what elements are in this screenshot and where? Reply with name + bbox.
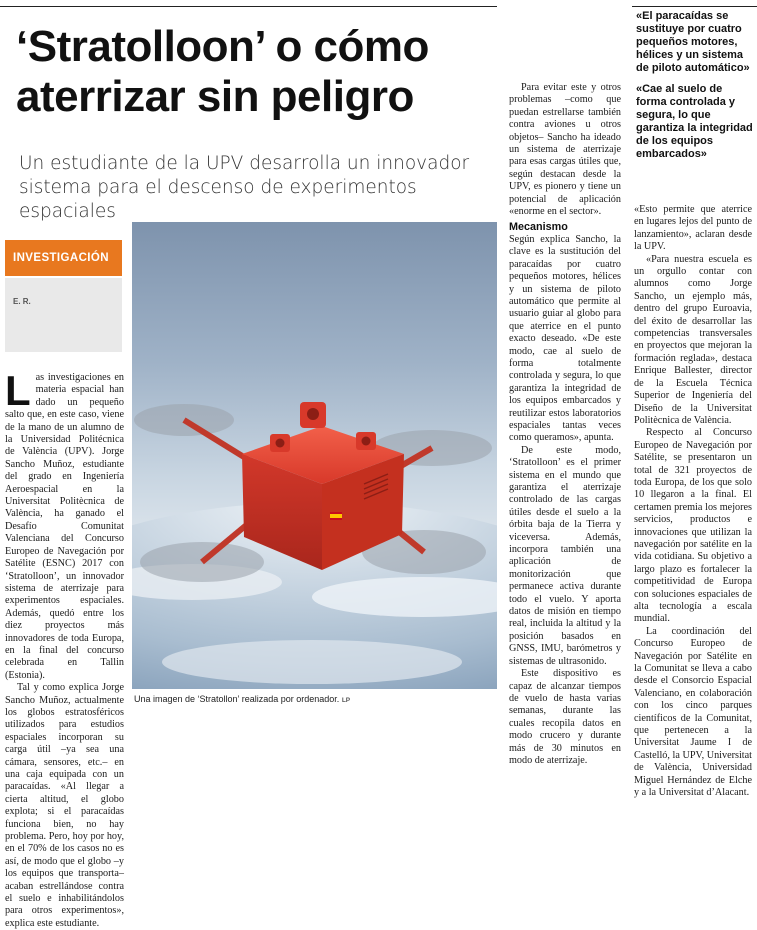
body-paragraph: Respecto al Concurso Europeo de Navegación por Satélite, se presentaron un total de 321 proyectos de toda Europa, de los que solo 10 llegaron a la final. El certamen premia los mejores servicios, productos e innovaciones que utilizan la navegación por satélite en la vida cotidiana. Su objetivo a largo plazo es fortalecer la competitividad de Europa con soluciones espaciales de alta tecnología a escala mundial. <box>634 427 752 625</box>
body-paragraph: Este dispositivo es capaz de alcanzar tiempos de vuelo de hasta varias semanas, durante las cuales recopila datos en modo crucero y durante más de 30 minutos en modo de aterrizaje. <box>509 668 621 766</box>
body-paragraph: Para evitar este y otros problemas –como que puedan estrellarse también contra aviones u otros objetos– Sancho ha ideado un sistema de aterrizaje para esas cargas útiles que, según destacan desde la UPV, es pionero y tiene un potencial de aplicación «enorme en el sector». <box>509 82 621 218</box>
body-paragraph: Tal y como explica Jorge Sancho Muñoz, actualmente los globos estratosféricos utilizados para estudios espaciales incorporan su carga útil –ya sea una cámara, sensores, etc.– en una caja equipada con un paracaídas. «Al llegar a cierta altitud, el globo explota; si el paracaídas funciona bien, no hay problema. Pero, hoy por hoy, en el 70% de los casos no es así, de modo que el globo –y los equipos que transporta– acaban estrellándose contra el suelo e inhabilitándolos para otros experimentos», explica este estudiante. <box>5 682 124 929</box>
photo-caption <box>134 694 499 704</box>
drop-cap: L <box>5 367 31 414</box>
body-paragraph: «Esto permite que aterrice en lugares lejos del punto de lanzamiento», aclaran desde la UPV. <box>634 204 752 253</box>
stratolloon-render <box>132 222 497 689</box>
top-rule <box>0 6 497 7</box>
mecanismo-heading: Mecanismo <box>509 221 568 234</box>
subheadline: Un estudiante de la UPV desarrolla un innovador sistema para el descenso de experimentos espaciales <box>19 153 470 222</box>
pull-quote: «El paracaídas se sustituye por cuatro pequeños motores, hélices y un sistema de piloto automático» <box>636 10 750 74</box>
headline: ‘Stratolloon’ o cómo aterrizar sin peligro <box>16 22 429 121</box>
body-paragraph: Según explica Sancho, la clave es la sustitución del paracaídas por cuatro pequeños motores, hélices y un sistema de piloto automático que permite al usuario guiar al globo para que aterrice en el punto exacto deseado. «De este modo, cae al suelo de forma totalmente controlada y segura, lo que garantiza la integridad de los equipos embarcados y reutilizar estos laboratorios espaciales tantas veces como queramos», apunta. <box>509 233 621 444</box>
article-photo <box>132 222 497 689</box>
byline-box <box>5 278 122 352</box>
section-tag: INVESTIGACIÓN <box>5 240 122 276</box>
body-paragraph: «Para nuestra escuela es un orgullo contar con alumnos como Jorge Sancho, un ejemplo más, dentro del grupo Euroavia, del éxito de desarrollar las competencias transversales en proyectos que mejoran la formación reglada», destaca Enrique Ballester, director de la Escuela Técnica Superior de Ingeniería del Diseño de la Universitat Politècnica de València. <box>634 253 752 426</box>
body-column-3 <box>509 82 621 767</box>
body-paragraph: Las investigaciones en materia espacial han dado un pequeño salto que, en este caso, viene de la mano de un alumno de la Universidad Politécnica de València (UPV). Jorge Sancho Muñoz, estudiante del grado en Ingeniería Aeroespacial en la Universitat Politècnica de València, ha ganado el Desafío Comunitat Valenciana del Concurso Europeo de Navegación por Satélite (ESNC) 2017 con ‘Stratolloon’, un innovador sistema de aterrizaje para experimentos espaciales. Además, quedó entre los diez proyectos más innovadores de toda Europa, en la final del concurso celebrada en Tallin (Estonia). <box>5 367 124 681</box>
caption-text: Una imagen de ‘Stratollon’ realizada por ordenador. <box>134 694 340 704</box>
body-paragraph: De este modo, ‘Stratolloon’ es el primer sistema en el mundo que garantiza el aterrizaje controlado de las cargas útiles desde el suelo a la órbita baja de la Tierra y viceversa. Además, incorpora también una aplicación de monitorización que permanece activa durante todo el vuelo. Y aporta datos de misión en tiempo real, incluida la altitud y la posición basados en GNSS, IMU, barómetros y sistemas de ultrasonido. <box>509 444 621 667</box>
byline: E. R. <box>13 297 31 306</box>
photo-credit: LP <box>341 697 351 704</box>
pull-quotes <box>636 10 754 169</box>
body-column-4 <box>634 204 752 800</box>
pull-quote: «Cae al suelo de forma controlada y segura, lo que garantiza la integridad de los equipos embarcados» <box>636 83 753 160</box>
body-paragraph: La coordinación del Concurso Europeo de Navegación por Satélite en la Comunitat se lleva a cabo desde el Consorcio Espacial Valenciano, en colaboración con los cinco parques científicos de la Comunitat, que pertenecen a la Universitat Jaume I de Castelló, la UPV, Universitat de València, Universidad Miguel Hernández de Elche y a la Universitat d’Alacant. <box>634 625 752 799</box>
body-column-1 <box>5 367 124 930</box>
top-rule-right <box>632 6 757 7</box>
